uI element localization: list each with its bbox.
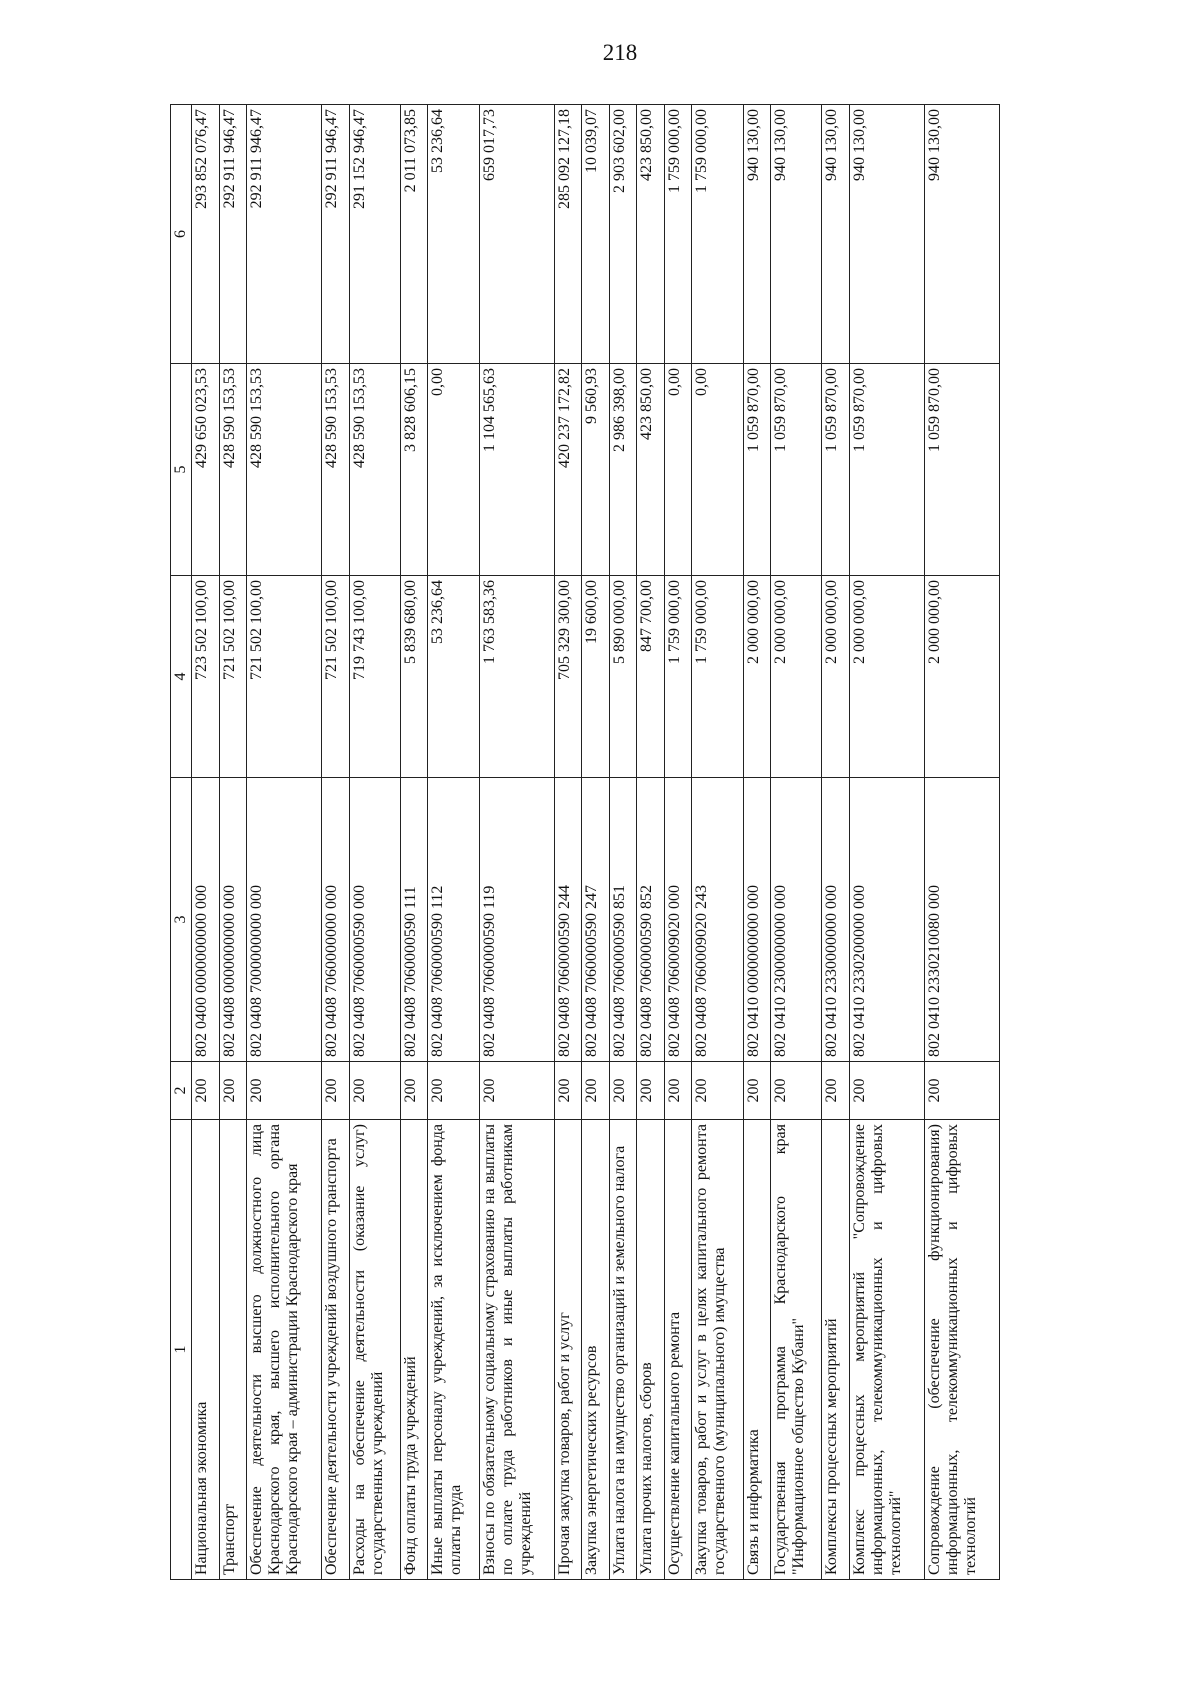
- classification-code-cell: 802 0408 7060000000 000: [322, 778, 350, 1062]
- amount-executed-cell: 1 104 565,63: [479, 364, 554, 576]
- amount-remaining-cell: 2 011 073,85: [400, 105, 428, 364]
- table-row: [771, 105, 822, 1580]
- column-header-4: 4: [171, 576, 192, 778]
- amount-remaining-cell: 292 911 946,47: [247, 105, 322, 364]
- classification-code-cell: 802 0410 0000000000 000: [743, 778, 771, 1062]
- code-cell: 200: [664, 1062, 692, 1120]
- code-cell: 200: [428, 1062, 479, 1120]
- amount-remaining-cell: 293 852 076,47: [192, 105, 220, 364]
- code-cell: 200: [554, 1062, 582, 1120]
- amount-planned-cell: 847 700,00: [637, 576, 665, 778]
- amount-remaining-cell: 423 850,00: [637, 105, 665, 364]
- amount-planned-cell: 723 502 100,00: [192, 576, 220, 778]
- amount-executed-cell: 0,00: [428, 364, 479, 576]
- amount-executed-cell: 1 059 870,00: [771, 364, 822, 576]
- amount-executed-cell: 423 850,00: [637, 364, 665, 576]
- amount-executed-cell: 428 590 153,53: [322, 364, 350, 576]
- code-cell: 200: [743, 1062, 771, 1120]
- amount-remaining-cell: 940 130,00: [850, 105, 925, 364]
- amount-planned-cell: 705 329 300,00: [554, 576, 582, 778]
- item-name-cell: Уплата прочих налогов, сборов: [637, 1120, 665, 1580]
- amount-executed-cell: 428 590 153,53: [247, 364, 322, 576]
- table-row: [692, 105, 743, 1580]
- item-name-cell: Обеспечение деятельности высшего должностного лица Краснодарского края, высшего исполнительного органа Краснодарского края – администрации Краснодарского края: [247, 1120, 322, 1580]
- column-header-3: 3: [171, 778, 192, 1062]
- item-name-cell: Иные выплаты персоналу учреждений, за исключением фонда оплаты труда: [428, 1120, 479, 1580]
- classification-code-cell: 802 0408 7060009020 243: [692, 778, 743, 1062]
- amount-executed-cell: 0,00: [664, 364, 692, 576]
- amount-planned-cell: 1 759 000,00: [664, 576, 692, 778]
- table-row: [428, 105, 479, 1580]
- amount-planned-cell: 719 743 100,00: [349, 576, 400, 778]
- code-cell: 200: [924, 1062, 999, 1120]
- column-header-6: 6: [171, 105, 192, 364]
- amount-planned-cell: 53 236,64: [428, 576, 479, 778]
- table-row: [582, 105, 610, 1580]
- item-name-cell: Уплата налога на имущество организаций и земельного налога: [609, 1120, 637, 1580]
- item-name-cell: Комплексы процессных мероприятий: [822, 1120, 850, 1580]
- amount-remaining-cell: 53 236,64: [428, 105, 479, 364]
- classification-code-cell: 802 0408 7060000590 851: [609, 778, 637, 1062]
- item-name-cell: Закупка товаров, работ и услуг в целях капитального ремонта государственного (муниципального) имущества: [692, 1120, 743, 1580]
- item-name-cell: Государственная программа Краснодарского края "Информационное общество Кубани": [771, 1120, 822, 1580]
- classification-code-cell: 802 0408 7060000590 244: [554, 778, 582, 1062]
- table-row: [637, 105, 665, 1580]
- amount-executed-cell: 429 650 023,53: [192, 364, 220, 576]
- amount-remaining-cell: 10 039,07: [582, 105, 610, 364]
- amount-planned-cell: 721 502 100,00: [247, 576, 322, 778]
- classification-code-cell: 802 0408 0000000000 000: [219, 778, 247, 1062]
- amount-executed-cell: 1 059 870,00: [822, 364, 850, 576]
- amount-remaining-cell: 292 911 946,47: [219, 105, 247, 364]
- amount-remaining-cell: 1 759 000,00: [692, 105, 743, 364]
- budget-table: [170, 104, 1000, 1580]
- code-cell: 200: [479, 1062, 554, 1120]
- classification-code-cell: 802 0408 7060000590 247: [582, 778, 610, 1062]
- table-row: [822, 105, 850, 1580]
- header-row: [171, 105, 192, 1580]
- classification-code-cell: 802 0408 7060000590 852: [637, 778, 665, 1062]
- item-name-cell: Национальная экономика: [192, 1120, 220, 1580]
- amount-executed-cell: 1 059 870,00: [850, 364, 925, 576]
- amount-remaining-cell: 1 759 000,00: [664, 105, 692, 364]
- classification-code-cell: 802 0408 7060000590 112: [428, 778, 479, 1062]
- code-cell: 200: [692, 1062, 743, 1120]
- table-row: [349, 105, 400, 1580]
- column-header-2: 2: [171, 1062, 192, 1120]
- rotated-table-container: [170, 105, 1000, 1580]
- amount-executed-cell: 428 590 153,53: [349, 364, 400, 576]
- classification-code-cell: 802 0408 7060009020 000: [664, 778, 692, 1062]
- code-cell: 200: [349, 1062, 400, 1120]
- item-name-cell: Закупка энергетических ресурсов: [582, 1120, 610, 1580]
- classification-code-cell: 802 0410 2300000000 000: [771, 778, 822, 1062]
- column-header-5: 5: [171, 364, 192, 576]
- column-header-1: 1: [171, 1120, 192, 1580]
- classification-code-cell: 802 0408 7060000590 000: [349, 778, 400, 1062]
- amount-remaining-cell: 285 092 127,18: [554, 105, 582, 364]
- classification-code-cell: 802 0408 7060000590 111: [400, 778, 428, 1062]
- amount-executed-cell: 420 237 172,82: [554, 364, 582, 576]
- amount-planned-cell: 2 000 000,00: [822, 576, 850, 778]
- amount-executed-cell: 1 059 870,00: [924, 364, 999, 576]
- amount-remaining-cell: 940 130,00: [924, 105, 999, 364]
- table-row: [554, 105, 582, 1580]
- item-name-cell: Осуществление капитального ремонта: [664, 1120, 692, 1580]
- item-name-cell: Связь и информатика: [743, 1120, 771, 1580]
- table-row: [400, 105, 428, 1580]
- amount-planned-cell: 5 839 680,00: [400, 576, 428, 778]
- item-name-cell: Фонд оплаты труда учреждений: [400, 1120, 428, 1580]
- item-name-cell: Сопровождение (обеспечение функционирования) информационных, телекоммуникационных и цифровых технологий: [924, 1120, 999, 1580]
- classification-code-cell: 802 0410 2330200000 000: [850, 778, 925, 1062]
- amount-remaining-cell: 940 130,00: [771, 105, 822, 364]
- code-cell: 200: [582, 1062, 610, 1120]
- amount-remaining-cell: 292 911 946,47: [322, 105, 350, 364]
- table-row: [609, 105, 637, 1580]
- amount-planned-cell: 5 890 000,00: [609, 576, 637, 778]
- code-cell: 200: [850, 1062, 925, 1120]
- amount-planned-cell: 1 759 000,00: [692, 576, 743, 778]
- table-row: [247, 105, 322, 1580]
- amount-planned-cell: 2 000 000,00: [924, 576, 999, 778]
- code-cell: 200: [609, 1062, 637, 1120]
- item-name-cell: Транспорт: [219, 1120, 247, 1580]
- item-name-cell: Обеспечение деятельности учреждений воздушного транспорта: [322, 1120, 350, 1580]
- amount-executed-cell: 1 059 870,00: [743, 364, 771, 576]
- table-body: [192, 105, 1000, 1580]
- item-name-cell: Расходы на обеспечение деятельности (оказание услуг) государственных учреждений: [349, 1120, 400, 1580]
- amount-remaining-cell: 659 017,73: [479, 105, 554, 364]
- item-name-cell: Взносы по обязательному социальному страхованию на выплаты по оплате труда работников и иные выплаты работникам учреждений: [479, 1120, 554, 1580]
- code-cell: 200: [771, 1062, 822, 1120]
- amount-remaining-cell: 2 903 602,00: [609, 105, 637, 364]
- code-cell: 200: [192, 1062, 220, 1120]
- amount-executed-cell: 3 828 606,15: [400, 364, 428, 576]
- table-row: [219, 105, 247, 1580]
- classification-code-cell: 802 0410 2330210080 000: [924, 778, 999, 1062]
- amount-remaining-cell: 940 130,00: [743, 105, 771, 364]
- code-cell: 200: [822, 1062, 850, 1120]
- table-row: [322, 105, 350, 1580]
- table-row: [192, 105, 220, 1580]
- page-number: 218: [602, 40, 638, 65]
- classification-code-cell: 802 0410 2330000000 000: [822, 778, 850, 1062]
- table-header: [171, 105, 192, 1580]
- code-cell: 200: [637, 1062, 665, 1120]
- amount-planned-cell: 1 763 583,36: [479, 576, 554, 778]
- table-row: [743, 105, 771, 1580]
- amount-executed-cell: 2 986 398,00: [609, 364, 637, 576]
- amount-executed-cell: 0,00: [692, 364, 743, 576]
- classification-code-cell: 802 0408 7000000000 000: [247, 778, 322, 1062]
- amount-remaining-cell: 291 152 946,47: [349, 105, 400, 364]
- amount-executed-cell: 9 560,93: [582, 364, 610, 576]
- amount-planned-cell: 721 502 100,00: [219, 576, 247, 778]
- code-cell: 200: [400, 1062, 428, 1120]
- amount-planned-cell: 2 000 000,00: [850, 576, 925, 778]
- code-cell: 200: [247, 1062, 322, 1120]
- code-cell: 200: [322, 1062, 350, 1120]
- amount-planned-cell: 19 600,00: [582, 576, 610, 778]
- table-row: [479, 105, 554, 1580]
- table-row: [850, 105, 925, 1580]
- table-row: [924, 105, 999, 1580]
- table-row: [664, 105, 692, 1580]
- item-name-cell: Комплекс процессных мероприятий "Сопровождение информационных, телекоммуникационных и цифровых технологий": [850, 1120, 925, 1580]
- amount-executed-cell: 428 590 153,53: [219, 364, 247, 576]
- amount-planned-cell: 721 502 100,00: [322, 576, 350, 778]
- classification-code-cell: 802 0400 0000000000 000: [192, 778, 220, 1062]
- code-cell: 200: [219, 1062, 247, 1120]
- amount-planned-cell: 2 000 000,00: [743, 576, 771, 778]
- amount-planned-cell: 2 000 000,00: [771, 576, 822, 778]
- classification-code-cell: 802 0408 7060000590 119: [479, 778, 554, 1062]
- item-name-cell: Прочая закупка товаров, работ и услуг: [554, 1120, 582, 1580]
- amount-remaining-cell: 940 130,00: [822, 105, 850, 364]
